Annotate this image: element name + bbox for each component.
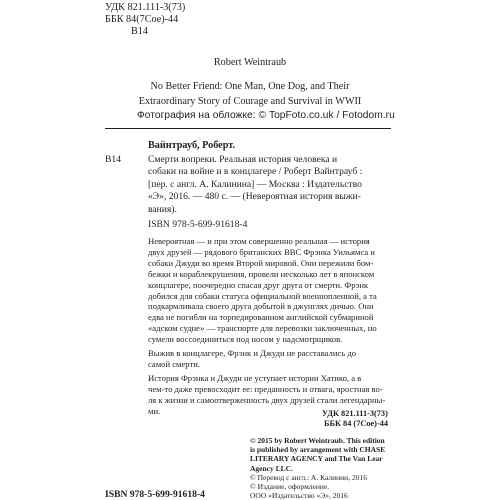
abstract-line: Выжив в концлагере, Фрэнк и Джуди не расставались до	[148, 348, 357, 359]
abstract-line: двух друзей — рядового британских ВВС Фрэнка Уильямса и	[148, 246, 375, 257]
original-title-line: No Better Friend: One Man, One Dog, and Their	[150, 81, 350, 92]
bottom-classification	[322, 409, 388, 429]
abstract-line: История Фрэнка и Джуди не уступает истории Хатико, а в	[148, 372, 362, 383]
cover-photo-credit: Фотография на обложке: © TopFoto.co.uk / Fotodom.ru	[137, 110, 395, 121]
catalog-card-description	[148, 154, 398, 216]
classification-block	[105, 2, 185, 39]
catalog-card-code: В14	[105, 154, 121, 165]
bbk-code: ББК 84(7Сое)-44	[105, 14, 179, 26]
abstract-line: ми.	[148, 405, 161, 416]
catalog-card-isbn: ISBN 978-5-699-91618-4	[148, 219, 248, 230]
isbn-footer: ISBN 978-5-699-91618-4	[105, 489, 205, 500]
book-abstract	[148, 236, 388, 417]
bottom-udk-code: УДК 821.111-3(73)	[322, 409, 388, 418]
udk-code: УДК 821.111-3(73)	[105, 2, 186, 13]
copyright-line: Agency LLC.	[250, 463, 293, 473]
abstract-line: ля к жизни и самоотверженность двух друзей стали легендарны-	[148, 394, 386, 405]
description-line: собаки на войне и в концлагере / Роберт Вайнтрауб :	[148, 166, 363, 178]
copyright-line: © 2015 by Robert Weintraub. This edition	[250, 436, 385, 445]
abstract-line: добился для собаки статуса официальной военнопленной, а та	[148, 290, 377, 301]
abstract-line: подкармливала своего друга добытой в джунглях дичью. Они	[148, 301, 374, 312]
abstract-line: Невероятная — и при этом совершенно реальная — история	[148, 236, 370, 246]
copyright-notice	[250, 436, 385, 500]
copyright-line: © Издание, оформление.	[250, 482, 330, 492]
abstract-line: собаки Джуди во время Второй мировой. Они пережили бом-	[148, 257, 374, 268]
original-author: Robert Weintraub	[213, 57, 287, 68]
original-title	[0, 79, 500, 110]
description-line: Смерти вопреки. Реальная история человека и	[148, 154, 338, 165]
description-line: «Э», 2016. — 480 с. — (Невероятная история выжи-	[148, 191, 361, 203]
copyright-line: © Перевод с англ.: А. Калинин, 2016	[250, 472, 367, 482]
copyright-line: LITERARY AGENCY and The Van Lear	[250, 454, 383, 464]
abstract-line: бежки и кораблекрушения, провели несколько лет в японском	[148, 268, 375, 279]
description-line: вания).	[148, 203, 177, 215]
abstract-line: самой смерти.	[148, 358, 200, 369]
abstract-line: «адском судне» — транспорте для перевозки заключенных, но	[148, 323, 377, 334]
author-mark: В14	[131, 26, 148, 38]
abstract-line: сумели воссоединиться под носом у надсмотрщиков.	[148, 334, 343, 345]
abstract-line: концлагере, поочередно спасая друг друга от смерти. Фрэнк	[148, 279, 369, 290]
catalog-card-author: Вайнтрауб, Роберт.	[148, 140, 236, 151]
original-title-line: Extraordinary Story of Courage and Survival in WWII	[138, 96, 362, 108]
bottom-bbk-code: ББК 84 (7Сое)-44	[324, 419, 388, 429]
copyright-line: is published by arrangement with CHASE	[250, 445, 386, 455]
abstract-line: чем-то даже превосходит ее: преданность и отвага, яростная во-	[148, 383, 383, 394]
divider	[105, 128, 391, 129]
description-line: [пер. с англ. А. Калинина] — Москва : Издательство	[148, 178, 362, 190]
copyright-line: ООО «Издательство «Э», 2016	[250, 491, 348, 500]
abstract-line: едва не погибли на торпедированном английской субмариной	[148, 312, 374, 323]
